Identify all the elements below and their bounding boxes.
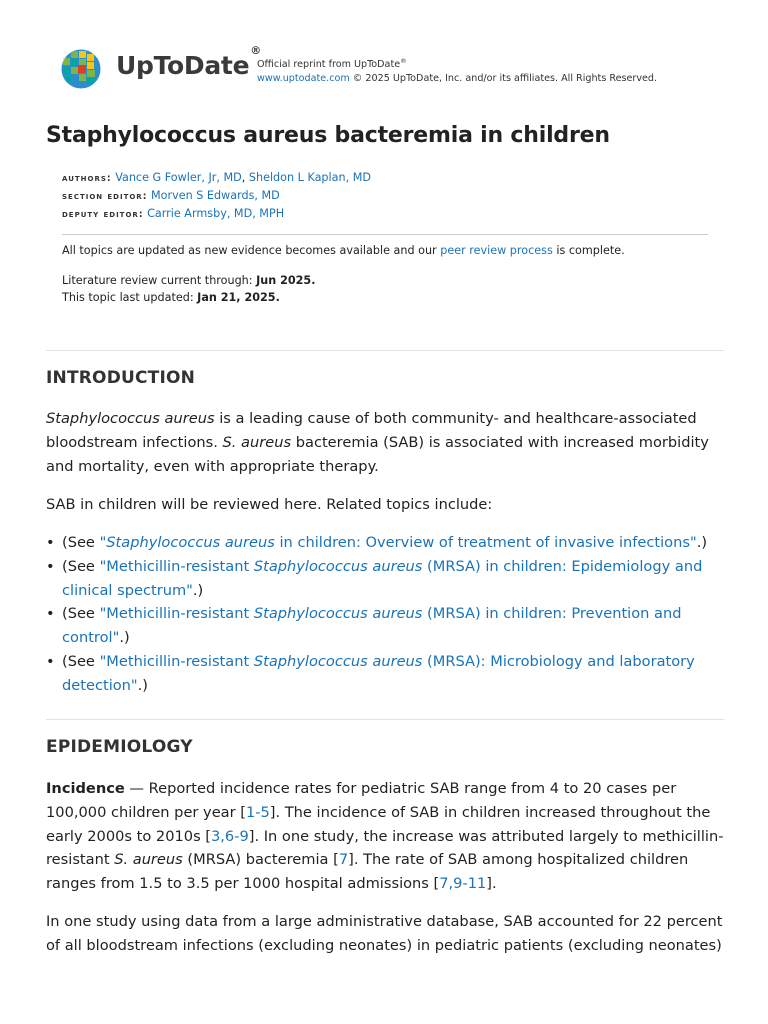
section-heading-epidemiology: EPIDEMIOLOGY (46, 737, 193, 757)
lit-review-date: Jun 2025. (256, 274, 316, 287)
incidence-paragraph: Incidence — Reported incidence rates for pediatric SAB range from 4 to 20 cases per 100,000 children per year [1-5]. The incidence of SAB in children increased throughout the early 2000s to 2010s [3,6-9]. In one study, the increase was attributed largely to methicillin- resistant S. aureus (MRSA) bacteremia [7]. The rate of SAB among hospitalized children ranges from 1.5 to 3.5 per 1000 hospital admissions [7,9-11]. (46, 780, 724, 893)
reference-link[interactable]: 1-5 (245, 803, 270, 821)
byline-divider (62, 234, 708, 235)
last-updated-date: Jan 21, 2025. (197, 291, 280, 304)
incidence-label: Incidence (46, 780, 125, 797)
related-topic-link[interactable]: detection" (62, 676, 138, 694)
section-heading-introduction: INTRODUCTION (46, 368, 196, 388)
section-divider (46, 350, 724, 351)
related-topic-link[interactable]: "Methicillin-resistant Staphylococcus aureus (MRSA) in children: Prevention and (99, 605, 682, 623)
page-title: Staphylococcus aureus bacteremia in children (46, 123, 610, 148)
related-topic-link[interactable]: control" (62, 629, 120, 647)
author-link-fowler[interactable]: Vance G Fowler, Jr, MD (115, 171, 242, 184)
related-topics-list (46, 531, 726, 698)
list-item: • (See "Methicillin-resistant Staphylococcus aureus (MRSA): Microbiology and laboratory detection".) (46, 650, 726, 698)
section-editor-row: section editor: Morven S Edwards, MD (62, 189, 280, 202)
related-topics-intro: SAB in children will be reviewed here. Related topics include: (46, 496, 493, 513)
peer-review-link[interactable]: peer review process (440, 244, 553, 257)
reference-link[interactable]: 7 (338, 851, 349, 869)
reference-link[interactable]: 3,6-9 (211, 827, 249, 845)
author-link-kaplan[interactable]: Sheldon L Kaplan, MD (248, 171, 371, 184)
related-topic-link[interactable]: "Staphylococcus aureus in children: Overview of treatment of invasive infections" (99, 534, 697, 551)
section-divider (46, 719, 724, 720)
uptodate-logo-icon (60, 48, 102, 90)
reprint-notice: Official reprint from UpToDate® www.uptodate.com © 2025 UpToDate, Inc. and/or its affiliates. All Rights Reserved. (257, 57, 658, 85)
byline (62, 169, 371, 223)
intro-paragraph: Staphylococcus aureus is a leading cause of both community- and healthcare-associated bloodstream infections. S. aureus bacteremia (SAB) is associated with increased morbidity and mortality, even with appropriate therapy. (46, 410, 709, 475)
uptodate-site-link[interactable]: www.uptodate.com (257, 73, 350, 85)
reference-link[interactable]: 7,9-11 (439, 875, 487, 893)
list-item: • (See "Staphylococcus aureus in children: Overview of treatment of invasive infections".) (46, 531, 726, 555)
list-item: • (See "Methicillin-resistant Staphylococcus aureus (MRSA) in children: Epidemiology and clinical spectrum".) (46, 555, 726, 603)
brand-name: UpToDate® (116, 43, 261, 80)
update-note: All topics are updated as new evidence becomes available and our peer review process is complete. (62, 244, 625, 257)
deputy-editor-link[interactable]: Carrie Armsby, MD, MPH (147, 207, 285, 220)
topic-dates: Literature review current through: Jun 2025. This topic last updated: Jan 21, 2025. (62, 274, 316, 304)
database-study-paragraph: In one study using data from a large administrative database, SAB accounted for 22 percent of all bloodstream infections (excluding neonates) in pediatric patients (excluding neonates) (46, 913, 723, 954)
authors-row: authors: Vance G Fowler, Jr, MD, Sheldon L Kaplan, MD (62, 171, 371, 184)
deputy-editor-row: deputy editor: Carrie Armsby, MD, MPH (62, 207, 285, 220)
list-item: • (See "Methicillin-resistant Staphylococcus aureus (MRSA) in children: Prevention and control".) (46, 602, 726, 650)
reprint-header (60, 43, 720, 92)
related-topic-link[interactable]: "Methicillin-resistant Staphylococcus aureus (MRSA) in children: Epidemiology and (99, 557, 703, 575)
related-topic-link[interactable]: clinical spectrum" (62, 581, 193, 599)
section-editor-link[interactable]: Morven S Edwards, MD (150, 189, 280, 202)
related-topic-link[interactable]: "Methicillin-resistant Staphylococcus aureus (MRSA): Microbiology and laboratory (99, 652, 695, 670)
